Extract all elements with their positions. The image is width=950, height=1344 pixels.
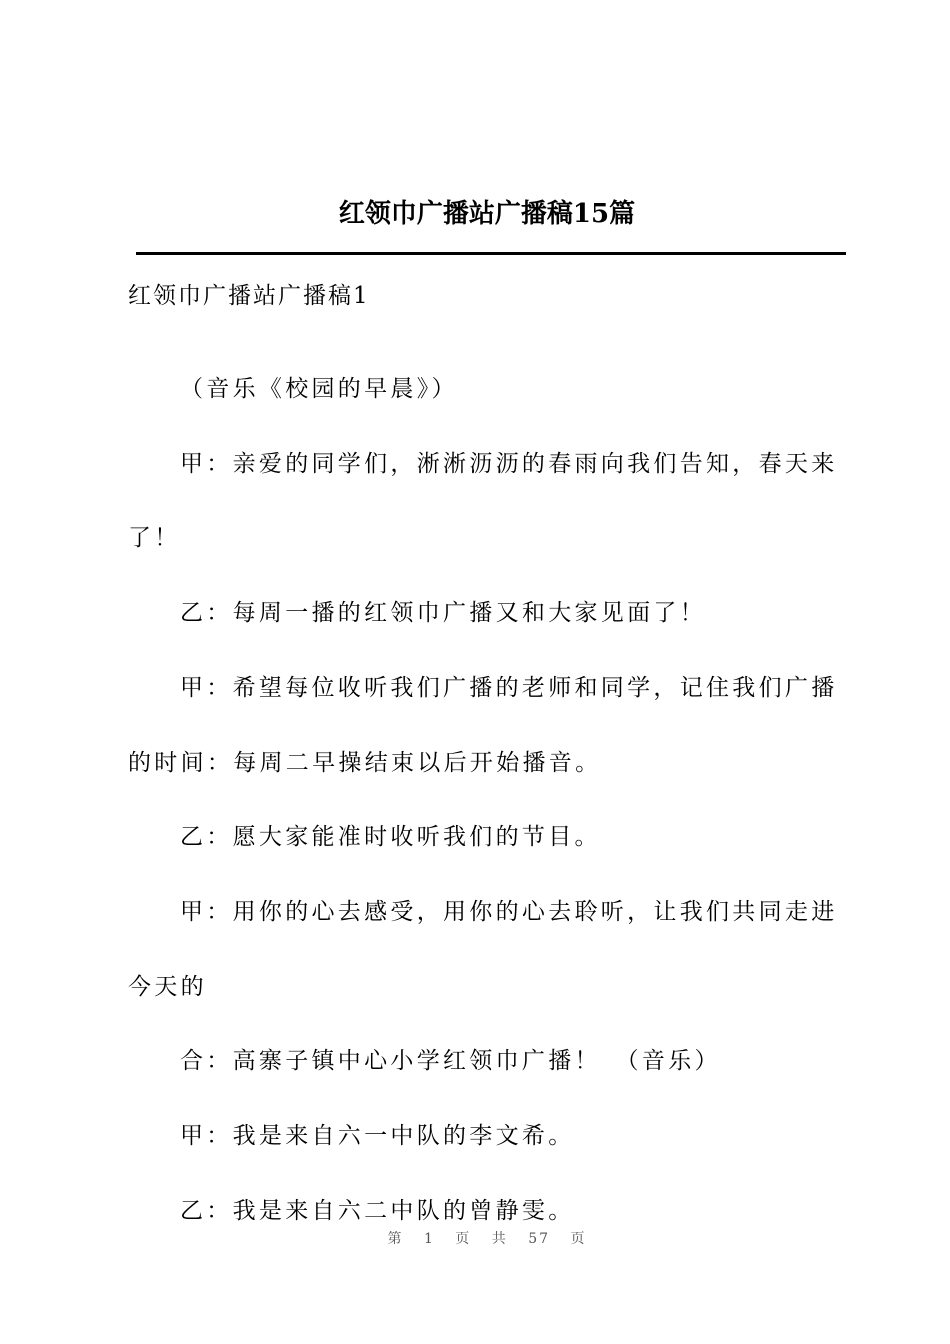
title-divider: [136, 252, 846, 255]
section-heading: 红领巾广播站广播稿1: [128, 283, 370, 309]
paragraph: 甲：希望每位收听我们广播的老师和同学，记住我们广播的时间：每周二早操结束以后开始播音。: [128, 674, 838, 776]
paragraph: 甲：我是来自六一中队的李文希。: [180, 1123, 575, 1150]
page-footer: 第 1 页 共 57 页: [387, 1231, 587, 1247]
paragraph: 合：高寨子镇中心小学红领巾广播！ （音乐）: [180, 1048, 721, 1075]
paragraph: 乙：我是来自六二中队的曾静雯。: [180, 1197, 575, 1224]
paragraph: 甲：亲爱的同学们，淅淅沥沥的春雨向我们告知，春天来了！: [128, 450, 838, 552]
page-title: 红领巾广播站广播稿15篇: [338, 199, 636, 229]
document-body: [128, 352, 858, 1248]
paragraph: 甲：用你的心去感受，用你的心去聆听，让我们共同走进今天的: [128, 898, 838, 1000]
paragraph: （音乐《校园的早晨》）: [180, 376, 458, 402]
paragraph: 乙：每周一播的红领巾广播又和大家见面了！: [180, 600, 706, 627]
paragraph: 乙：愿大家能准时收听我们的节目。: [180, 824, 601, 851]
